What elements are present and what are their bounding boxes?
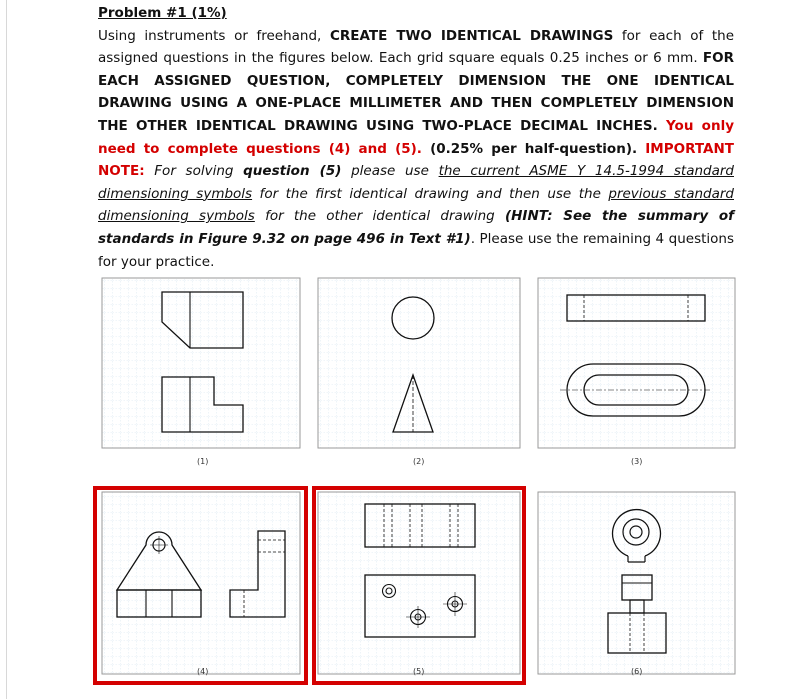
highlight-question-5: [312, 486, 526, 685]
caption-figure-6: (6): [631, 667, 643, 676]
text-p4i2: please use: [341, 163, 439, 180]
text-p4u1[interactable]: the current ASME Y 14.5-1994 standard dimensioning symbols: [98, 163, 734, 202]
text-p1b: CREATE TWO IDENTICAL DRAWINGS: [329, 27, 614, 44]
caption-figure-1: (1): [197, 457, 209, 466]
text-p3r: You only need to complete questions (4) and (5).: [98, 117, 734, 157]
text-p5: . Please use the remaining 4 questions for your practice.: [98, 230, 735, 270]
figure-3: [538, 278, 735, 448]
caption-figure-4: (4): [197, 667, 209, 676]
caption-figure-5: (5): [413, 667, 425, 676]
problem-title: Problem #1 (1%): [98, 5, 227, 21]
text-p4hint: (HINT: See the summary of standards in Figure 9.32 on page 496 in Text #1): [98, 208, 734, 247]
text-p1: Using instruments or freehand,: [98, 27, 330, 44]
text-p4i4: for the other identical drawing: [254, 208, 505, 225]
text-p3b: (0.25% per half-question).: [421, 140, 638, 157]
text-p4u2[interactable]: previous standard dimensioning symbols: [98, 185, 734, 225]
figure-2: [318, 278, 520, 448]
caption-figure-2: (2): [413, 457, 425, 466]
text-p2: for each of the assigned questions in the figures below. Each grid square equals 0.25 inches or 6 mm.: [98, 27, 734, 67]
caption-figure-3: (3): [631, 457, 643, 466]
figure-1: [102, 278, 300, 448]
text-p4r: IMPORTANT NOTE:: [98, 140, 734, 180]
figure-6: [538, 492, 735, 674]
text-p4i3: for the first identical drawing and then use the: [252, 185, 609, 202]
highlight-question-4: [93, 486, 308, 685]
text-p4ib: question (5): [243, 163, 342, 180]
text-p2b: FOR EACH ASSIGNED QUESTION, COMPLETELY DIMENSION THE ONE IDENTICAL DRAWING USING A ONE-PLACE MILLIMETER AND THEN COMPLETELY DIMENSION THE OTHER IDENTICAL DRAWING USING TWO-PLACE DECIMAL INCHES.: [98, 50, 734, 134]
text-p4i: For solving: [144, 163, 244, 180]
